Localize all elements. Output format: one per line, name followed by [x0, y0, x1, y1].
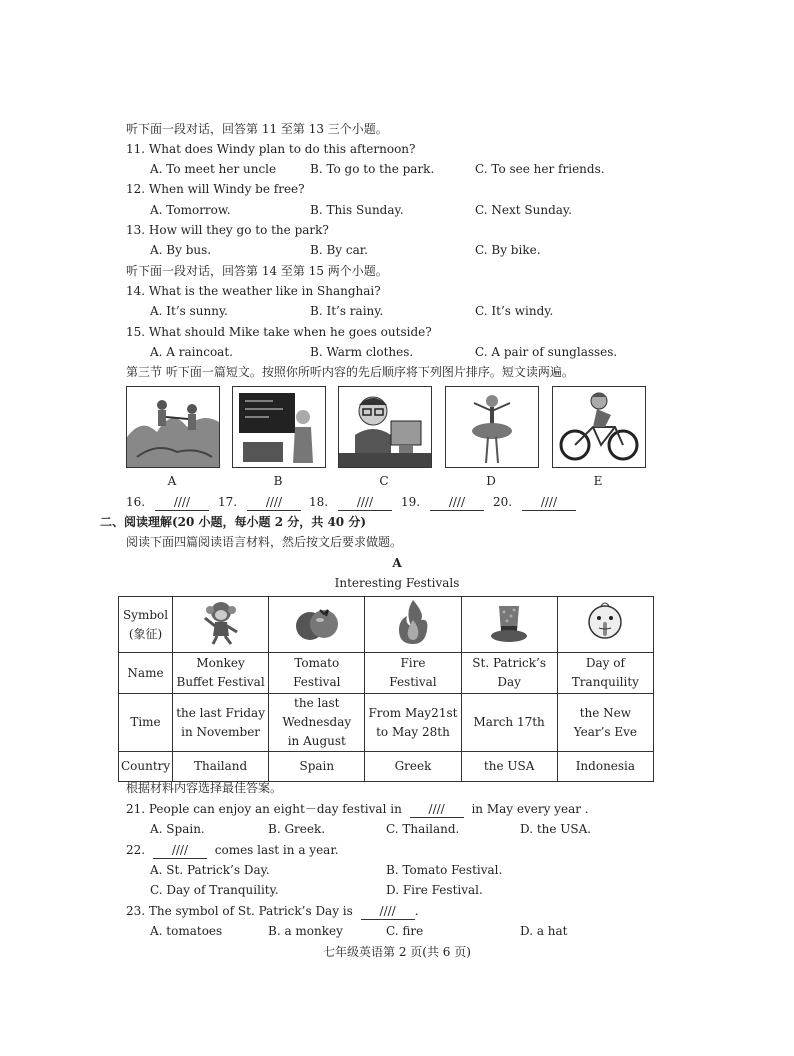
name-5-line-1: Day of	[585, 656, 625, 670]
answer-18-number: 18.	[309, 495, 329, 509]
picture-b-classroom	[232, 386, 326, 468]
symbol-label-cn: (象征)	[128, 626, 163, 641]
picture-d-dancer	[445, 386, 539, 468]
picture-label-b: B	[273, 474, 283, 488]
q14-option-b: B. It’s rainy.	[310, 304, 384, 318]
answer-19-blank[interactable]: ////	[430, 494, 484, 511]
q11-option-a: A. To meet her uncle	[150, 162, 277, 176]
tomato-icon	[292, 600, 342, 644]
table-row-country	[119, 752, 654, 782]
ballet-dancer-icon	[446, 387, 538, 467]
q22-blank[interactable]: ////	[153, 842, 207, 859]
picture-label-a: A	[167, 474, 177, 488]
answer-17-number: 17.	[218, 495, 238, 509]
name-1-line-2: Buffet Festival	[176, 675, 265, 689]
q23-option-d: D. a hat	[520, 924, 568, 938]
q15-option-c: C. A pair of sunglasses.	[475, 345, 618, 359]
question-21-stem	[126, 801, 589, 818]
country-header: Country	[119, 752, 173, 782]
q23-blank[interactable]: ////	[361, 903, 415, 920]
time-1-line-1: the last Friday	[176, 705, 265, 720]
q21-option-d: D. the USA.	[520, 822, 592, 836]
time-cell-3	[365, 694, 461, 752]
q23-option-b: B. a monkey	[268, 924, 343, 938]
symbol-cell-hat	[461, 597, 557, 653]
symbol-cell-monkey	[173, 597, 269, 653]
q23-text-after: .	[414, 904, 419, 918]
boy-computer-icon	[339, 387, 431, 467]
time-cell-2	[269, 694, 365, 752]
passage-title: Interesting Festivals	[334, 576, 460, 590]
answer-20-blank[interactable]: ////	[522, 494, 576, 511]
q21-option-c: C. Thailand.	[386, 822, 460, 836]
section-heading-q14-15: 听下面一段对话，回答第 14 至第 15 两个小题。	[126, 264, 388, 278]
answer-16	[126, 494, 209, 511]
q23-option-a: A. tomatoes	[150, 924, 223, 938]
question-13-stem: 13. How will they go to the park?	[126, 223, 329, 237]
q23-text-before: 23. The symbol of St. Patrick’s Day is	[126, 904, 353, 918]
time-cell-5	[557, 694, 653, 752]
answer-17-blank[interactable]: ////	[247, 494, 301, 511]
question-11-stem: 11. What does Windy plan to do this afternoon?	[126, 142, 416, 156]
name-cell-1	[173, 653, 269, 694]
time-2-line-1: the last	[294, 696, 340, 710]
picture-label-e: E	[593, 474, 603, 488]
answer-20	[493, 494, 576, 511]
answer-20-number: 20.	[493, 495, 513, 509]
section-3-heading: 第三节 听下面一篇短文。按照你所听内容的先后顺序将下列图片排序。短文读两遍。	[126, 365, 574, 379]
teacher-blackboard-icon	[233, 387, 325, 467]
page-footer: 七年级英语第 2 页(共 6 页)	[323, 945, 471, 959]
q22-number: 22.	[126, 843, 146, 857]
passage-letter: A	[392, 556, 402, 570]
q23-option-c: C. fire	[386, 924, 424, 938]
time-5-line-2: Year’s Eve	[573, 724, 638, 739]
q21-option-a: A. Spain.	[150, 822, 205, 836]
name-3-line-2: Festival	[389, 675, 437, 689]
monkey-icon	[199, 598, 243, 646]
symbol-cell-tomato	[269, 597, 365, 653]
time-1-line-2: in November	[181, 724, 261, 739]
name-1-line-1: Monkey	[196, 656, 245, 670]
name-2-line-1: Tomato	[294, 656, 340, 670]
symbol-cell-quiet	[557, 597, 653, 653]
q15-option-b: B. Warm clothes.	[310, 345, 414, 359]
country-cell-3: Greek	[365, 752, 461, 782]
time-3-line-1: From May21st	[368, 705, 458, 720]
country-cell-5: Indonesia	[557, 752, 653, 782]
table-row-time	[119, 694, 654, 752]
q13-option-b: B. By car.	[310, 243, 368, 257]
question-23-stem	[126, 903, 418, 920]
time-2-line-2: Wednesday	[282, 715, 352, 729]
country-cell-1: Thailand	[173, 752, 269, 782]
section-heading-q11-13: 听下面一段对话，回答第 11 至第 13 三个小题。	[126, 122, 388, 136]
picture-label-d: D	[486, 474, 496, 488]
picture-e-cyclist	[552, 386, 646, 468]
q14-option-c: C. It’s windy.	[475, 304, 554, 318]
q22-text-after: comes last in a year.	[214, 843, 339, 857]
symbol-label-en: Symbol	[122, 607, 169, 622]
picture-c-computer	[338, 386, 432, 468]
climbing-people-icon	[127, 387, 219, 467]
q11-option-c: C. To see her friends.	[475, 162, 605, 176]
q13-option-c: C. By bike.	[475, 243, 541, 257]
answer-19	[401, 494, 484, 511]
table-row-name	[119, 653, 654, 694]
hat-icon	[487, 598, 531, 646]
country-cell-4: the USA	[461, 752, 557, 782]
name-2-line-2: Festival	[293, 675, 341, 689]
symbol-header	[119, 597, 173, 653]
q22-option-d: D. Fire Festival.	[386, 883, 483, 897]
name-4-line-1: St. Patrick’s	[472, 656, 547, 670]
picture-a-climbing	[126, 386, 220, 468]
time-2-line-3: in August	[287, 734, 346, 748]
q12-option-a: A. Tomorrow.	[150, 203, 231, 217]
q15-option-a: A. A raincoat.	[150, 345, 233, 359]
name-cell-3	[365, 653, 461, 694]
symbol-cell-fire	[365, 597, 461, 653]
q14-option-a: A. It’s sunny.	[150, 304, 228, 318]
quiet-face-icon	[583, 598, 627, 646]
answer-16-number: 16.	[126, 495, 146, 509]
question-22-stem	[126, 842, 339, 859]
reading-section-heading: 二、阅读理解(20 小题，每小题 2 分，共 40 分)	[100, 515, 366, 529]
fire-icon	[391, 598, 435, 646]
question-12-stem: 12. When will Windy be free?	[126, 182, 305, 196]
name-3-line-1: Fire	[400, 656, 426, 670]
time-cell-1	[173, 694, 269, 752]
name-cell-4	[461, 653, 557, 694]
answer-18-blank[interactable]: ////	[338, 494, 392, 511]
table-followup-instruction: 根据材料内容选择最佳答案。	[126, 781, 283, 795]
q22-option-c: C. Day of Tranquility.	[150, 883, 279, 897]
country-cell-2: Spain	[269, 752, 365, 782]
answer-16-blank[interactable]: ////	[155, 494, 209, 511]
name-cell-5	[557, 653, 653, 694]
q22-option-a: A. St. Patrick’s Day.	[150, 863, 270, 877]
q21-option-b: B. Greek.	[268, 822, 326, 836]
time-3-line-2: to May 28th	[376, 724, 450, 739]
q21-text-before: 21. People can enjoy an eight－day festival in	[126, 802, 402, 816]
q21-text-after: in May every year .	[471, 802, 589, 816]
time-5-line-1: the New	[579, 705, 632, 720]
picture-label-c: C	[379, 474, 389, 488]
answer-19-number: 19.	[401, 495, 421, 509]
name-header: Name	[119, 653, 173, 694]
table-row-symbol	[119, 597, 654, 653]
q21-blank[interactable]: ////	[410, 801, 464, 818]
question-15-stem: 15. What should Mike take when he goes outside?	[126, 325, 432, 339]
name-4-line-2: Day	[497, 675, 521, 689]
q12-option-c: C. Next Sunday.	[475, 203, 572, 217]
name-cell-2	[269, 653, 365, 694]
time-header: Time	[119, 694, 173, 752]
q13-option-a: A. By bus.	[150, 243, 212, 257]
q11-option-b: B. To go to the park.	[310, 162, 435, 176]
name-5-line-2: Tranquility	[571, 675, 639, 689]
answer-18	[309, 494, 392, 511]
question-14-stem: 14. What is the weather like in Shanghai?	[126, 284, 381, 298]
cyclist-icon	[553, 387, 645, 467]
festival-table	[118, 596, 654, 782]
q22-option-b: B. Tomato Festival.	[386, 863, 503, 877]
time-cell-4	[461, 694, 557, 752]
reading-instructions: 阅读下面四篇阅读语言材料，然后按文后要求做题。	[126, 535, 403, 549]
time-4-line-1: March 17th	[473, 715, 545, 729]
answer-17	[218, 494, 301, 511]
q12-option-b: B. This Sunday.	[310, 203, 404, 217]
